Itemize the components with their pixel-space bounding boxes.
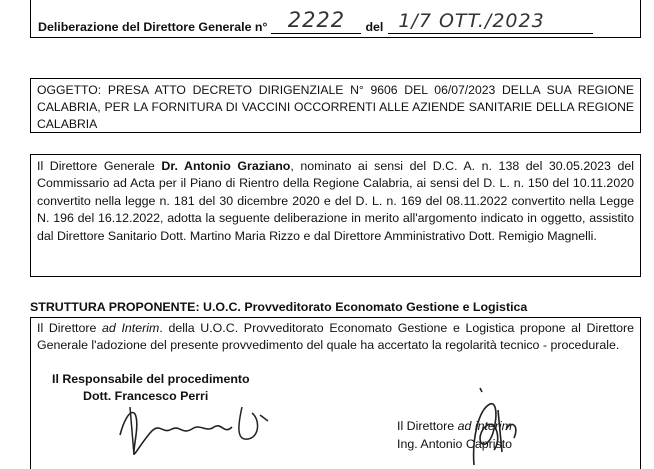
- preamble-prefix: Il Direttore Generale: [37, 159, 162, 173]
- director-general-name: Dr. Antonio Graziano: [161, 159, 291, 173]
- deliberation-date: 1/7 OTT./2023: [398, 10, 545, 32]
- director-name: Ing. Antonio Capristo: [397, 437, 513, 451]
- director-title: [397, 419, 512, 433]
- deliberation-date-field: [388, 11, 593, 34]
- director-title-a: Il Direttore: [397, 419, 458, 433]
- preamble-text: , nominato ai sensi del D.C. A. n. 138 del 30.05.2023 del Commissario ad Acta per il Piano di Rientro della Regione Calabria, ai sensi del D. L. n. 150 del 10.11.2020 convertito nella legge n. 181 del 30 dicembre 2020 e del D. L. n. 169 del 08.11.2022 convertito nella Legge N. 196 del 16.12.2022, adotta la seguente deliberazione in merito all'argomento indicato in oggetto, assistito dal Direttore Sanitario Dott. Martino Maria Rizzo e dal Direttore Amministrativo Dott. Remigio Magnelli.: [37, 159, 634, 243]
- proposal-text-b: . della U.O.C. Provveditorato Economato Gestione e Logistica propone al Direttore Generale l'adozione del presente provvedimento del quale ha accertato la regolarità tecnico - procedurale.: [37, 321, 635, 353]
- deliberation-number: 2222: [287, 8, 346, 32]
- responsible-title: Il Responsabile del procedimento: [52, 372, 250, 386]
- proposing-structure-heading: STRUTTURA PROPONENTE: U.O.C. Provveditorato Economato Gestione e Logistica: [30, 300, 528, 314]
- del-label: del: [365, 20, 384, 34]
- ad-interim-text: ad Interim: [102, 321, 160, 335]
- deliberation-header: [38, 8, 593, 38]
- director-title-b: ad interim: [457, 419, 512, 433]
- subject-box: OGGETTO: PRESA ATTO DECRETO DIRIGENZIALE N° 9606 DEL 06/07/2023 DELLA SUA REGIONE CALABRIA, PER LA FORNITURA DI VACCINI OCCORRENTI ALLE AZIENDE SANITARIE DELLA REGIONE CALABRIA: [30, 78, 641, 133]
- responsible-name: Dott. Francesco Perri: [83, 389, 209, 403]
- deliberation-number-field: [271, 8, 361, 34]
- proposal-text-a: Il Direttore: [37, 321, 103, 335]
- deliberation-label: Deliberazione del Direttore Generale n°: [38, 20, 268, 34]
- preamble-box: [30, 154, 641, 277]
